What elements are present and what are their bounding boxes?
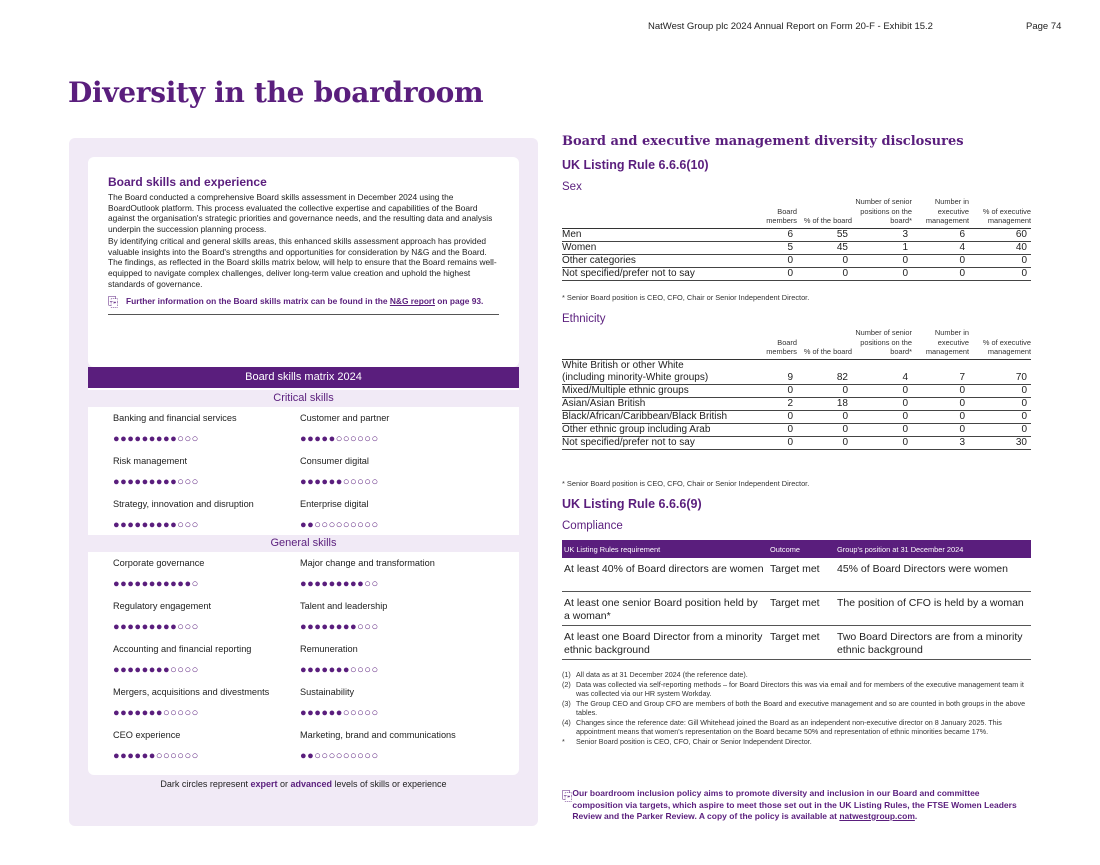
skill-cell — [300, 644, 518, 687]
note-key: * — [562, 736, 565, 746]
note-row — [562, 680, 1032, 699]
skill-cell — [300, 456, 518, 499]
cell-value: 30 — [969, 436, 1031, 449]
note-text-end: on page 93. — [434, 296, 484, 307]
skill-rating-dots: ●●○○○○○○○○○ — [300, 519, 379, 531]
skill-rating-dots: ●●●●●●●●●○○○ — [113, 621, 199, 633]
cell-value — [797, 359, 852, 372]
row-label: Women — [562, 241, 747, 254]
matrix-legend: Dark circles represent expert or advanced levels of skills or experience — [160, 779, 447, 789]
column-header: Board members — [747, 328, 797, 359]
policy-text: Our boardroom inclusion policy aims to promote diversity and inclusion in our Board and committee composition via targets, which aspire to meet those set out in the UK Listing Rules, the FTSE Women Leaders Review and the Parker Review. A copy of the policy is available at — [572, 788, 1017, 821]
cell-value: At least 40% of Board directors are women — [562, 558, 768, 591]
table-row — [562, 241, 1031, 254]
cell-value: 2 — [747, 397, 797, 410]
cell-value: 0 — [969, 423, 1031, 436]
cell-value: 0 — [747, 436, 797, 449]
cell-value: 0 — [852, 254, 912, 267]
cell-value: 0 — [969, 267, 1031, 280]
cell-value: 0 — [797, 254, 852, 267]
row-label: Asian/Asian British — [562, 397, 747, 410]
column-header: % of the board — [797, 197, 852, 228]
cell-value: 4 — [912, 241, 969, 254]
note-text: Senior Board position is CEO, CFO, Chair or Senior Independent Director. — [576, 736, 812, 746]
skills-box — [88, 157, 519, 367]
skill-label: Accounting and financial reporting — [113, 644, 252, 654]
cell-value: 0 — [797, 410, 852, 423]
skill-rating-dots: ●●●●●●●●●○○○ — [113, 476, 199, 488]
skill-cell — [113, 687, 300, 730]
cell-value: 7 — [912, 372, 969, 385]
skill-cell — [113, 558, 300, 601]
critical-skills-title: Critical skills — [88, 390, 519, 407]
table-row — [562, 625, 1031, 659]
cell-value — [912, 359, 969, 372]
skill-label: Customer and partner — [300, 413, 390, 423]
column-header: % of the board — [797, 328, 852, 359]
compliance-table — [562, 540, 1031, 660]
natwestgroup-link[interactable]: natwestgroup.com — [839, 811, 915, 821]
general-skills-grid — [88, 552, 519, 773]
cell-value — [747, 359, 797, 372]
cell-value: 0 — [852, 397, 912, 410]
row-label: Not specified/prefer not to say — [562, 267, 747, 280]
note-row — [562, 670, 1032, 680]
skill-label: Sustainability — [300, 687, 355, 697]
cell-value: 0 — [852, 410, 912, 423]
column-header: UK Listing Rules requirement — [562, 540, 768, 558]
skill-cell — [113, 601, 300, 644]
skill-cell — [113, 413, 300, 456]
note-text: Data was collected via self-reporting methods – for Board Directors this was via email and for members of the executive management team it was collected via our HR system Workday. — [576, 679, 1024, 698]
sex-footnote: * Senior Board position is CEO, CFO, Chair or Senior Independent Director. — [562, 293, 810, 302]
cell-value: 0 — [969, 410, 1031, 423]
cell-value: 1 — [852, 241, 912, 254]
skill-rating-dots: ●●●●●●●●●●●○ — [113, 578, 199, 590]
cell-value — [852, 359, 912, 372]
table-row — [562, 228, 1031, 241]
column-header: Number in executive management — [912, 328, 969, 359]
cell-value: At least one Board Director from a minority ethnic background — [562, 625, 768, 659]
cell-value: 40 — [969, 241, 1031, 254]
skill-rating-dots: ●●●●●●●○○○○○ — [113, 707, 199, 719]
cell-value: 82 — [797, 372, 852, 385]
cell-value: 3 — [912, 436, 969, 449]
note-text: Changes since the reference date: Gill Whitehead joined the Board as an independent non-executive director on 8 January 2025. This appointment means that women's representation on the Board became 50% and representation of ethnic minorities became 17%. — [576, 717, 1002, 736]
table-row — [562, 397, 1031, 410]
skill-cell — [113, 456, 300, 499]
skill-label: Marketing, brand and communications — [300, 730, 456, 740]
skill-cell — [300, 558, 518, 601]
cell-value: 0 — [747, 384, 797, 397]
table-row — [562, 267, 1031, 280]
cell-value: 60 — [969, 228, 1031, 241]
skill-label: Consumer digital — [300, 456, 369, 466]
column-header: Number of senior positions on the board* — [852, 328, 912, 359]
cell-value: 4 — [852, 372, 912, 385]
skill-cell — [300, 730, 518, 773]
cell-value: 0 — [797, 423, 852, 436]
column-header: Outcome — [768, 540, 835, 558]
skill-rating-dots: ●●●●●●●●●○○ — [300, 578, 379, 590]
policy-note: ⎘ Our boardroom inclusion policy aims to promote diversity and inclusion in our Board and committee composition via targets, which aspire to meet those set out in the UK Listing Rules, the FTSE Women Leaders Review and the Parker Review. A copy of the policy is available at natwestgroup.com. — [562, 788, 1017, 821]
note-text: Further information on the Board skills matrix can be found in the — [126, 296, 390, 307]
note-row — [562, 737, 1032, 747]
cell-value: 0 — [912, 267, 969, 280]
note-text: The Group CEO and Group CFO are members of both the Board and executive management and so are counted in both groups in the above tables. — [576, 698, 1026, 717]
cell-value: 0 — [852, 423, 912, 436]
cell-value: 0 — [747, 254, 797, 267]
row-label: Other ethnic group including Arab — [562, 423, 747, 436]
ethnicity-table — [562, 328, 1031, 450]
cell-value: 0 — [912, 254, 969, 267]
page-title: Diversity in the boardroom — [68, 76, 484, 109]
cell-value: 0 — [797, 436, 852, 449]
skill-label: Mergers, acquisitions and divestments — [113, 687, 270, 697]
row-label: Other categories — [562, 254, 747, 267]
ethnicity-footnote: * Senior Board position is CEO, CFO, Chair or Senior Independent Director. — [562, 479, 810, 488]
table-row — [562, 558, 1031, 591]
note-key: (1) — [562, 670, 571, 679]
skill-rating-dots: ●●●●●●●●●○○○ — [113, 433, 199, 445]
cell-value: 0 — [969, 254, 1031, 267]
cell-value: 0 — [852, 267, 912, 280]
cell-value: Target met — [768, 558, 835, 591]
skill-rating-dots: ●●●●●●●●●○○○ — [113, 519, 199, 531]
table-row — [562, 591, 1031, 625]
cell-value: Target met — [768, 625, 835, 659]
notes — [562, 670, 1032, 746]
skill-label: Corporate governance — [113, 558, 205, 568]
cell-value: The position of CFO is held by a woman — [835, 591, 1031, 625]
critical-skills-grid — [88, 407, 519, 542]
skill-label: Remuneration — [300, 644, 358, 654]
cell-value: 9 — [747, 372, 797, 385]
skill-label: Enterprise digital — [300, 499, 369, 509]
listing-rule-9: UK Listing Rule 6.6.6(9) — [562, 497, 702, 511]
cell-value: 55 — [797, 228, 852, 241]
skill-cell — [113, 730, 300, 773]
table-row — [562, 372, 1031, 385]
row-label: Not specified/prefer not to say — [562, 436, 747, 449]
page-number: Page 74 — [1026, 21, 1062, 32]
skill-label: Risk management — [113, 456, 188, 466]
cell-value: 0 — [912, 423, 969, 436]
skill-label: Strategy, innovation and disruption — [113, 499, 254, 509]
skill-label: Banking and financial services — [113, 413, 237, 423]
cell-value: 6 — [912, 228, 969, 241]
skills-para-2: By identifying critical and general skills areas, this enhanced skills assessment approach has provided valuable insights into the Board's strengths and opportunities for consideration by N&G and the Board. The findings, as reflected in the Board skills matrix below, will help to ensure that the Board remains well-equipped to navigate complex challenges, deliver long-term value creation and uphold the highest standards of governance. — [108, 235, 497, 289]
note-key: (4) — [562, 717, 571, 727]
cell-value: 0 — [852, 384, 912, 397]
cell-value: Target met — [768, 591, 835, 625]
ng-report-link[interactable]: N&G report — [389, 296, 435, 307]
cell-value: 45 — [797, 241, 852, 254]
note-row — [562, 718, 1032, 737]
cell-value: 0 — [969, 384, 1031, 397]
general-skills-title: General skills — [88, 535, 519, 552]
row-label: (including minority-White groups) — [562, 372, 747, 385]
cell-value: 3 — [852, 228, 912, 241]
skill-cell — [300, 413, 518, 456]
listing-rule-10: UK Listing Rule 6.6.6(10) — [562, 158, 709, 172]
table-row — [562, 359, 1031, 372]
cell-value: 0 — [797, 267, 852, 280]
table-row — [562, 254, 1031, 267]
cell-value: Two Board Directors are from a minority ethnic background — [835, 625, 1031, 659]
cell-value: 18 — [797, 397, 852, 410]
cell-value: 0 — [747, 410, 797, 423]
cell-value: 0 — [747, 267, 797, 280]
row-label: Mixed/Multiple ethnic groups — [562, 384, 747, 397]
cell-value: 0 — [797, 384, 852, 397]
ethnicity-title: Ethnicity — [562, 313, 606, 325]
skill-cell — [300, 601, 518, 644]
row-label: White British or other White — [562, 359, 684, 371]
row-label: Black/African/Caribbean/Black British — [562, 410, 747, 423]
cell-value: 0 — [747, 423, 797, 436]
note-key: (3) — [562, 698, 571, 708]
cell-value: 70 — [969, 372, 1031, 385]
sex-title: Sex — [562, 181, 582, 193]
skill-rating-dots: ●●●●●●●●○○○ — [300, 621, 379, 633]
skill-rating-dots: ●●●●●●○○○○○○ — [113, 750, 199, 762]
compliance-title: Compliance — [562, 520, 623, 532]
disclosures-heading: Board and executive management diversity disclosures — [562, 134, 964, 149]
matrix-title: Board skills matrix 2024 — [88, 367, 519, 388]
column-header: Number in executive management — [912, 197, 969, 228]
note-row — [562, 699, 1032, 718]
skill-rating-dots: ●●●●●●○○○○○ — [300, 476, 379, 488]
document-header: NatWest Group plc 2024 Annual Report on Form 20-F - Exhibit 15.2 — [648, 21, 933, 32]
table-row — [562, 384, 1031, 397]
skill-rating-dots: ●●●●●●●●○○○○ — [113, 664, 199, 676]
column-header: % of executive management — [969, 328, 1031, 359]
skill-rating-dots: ●●●●●○○○○○○ — [300, 433, 379, 445]
skill-rating-dots: ●●●●●●●○○○○ — [300, 664, 379, 676]
column-header: Board members — [747, 197, 797, 228]
column-header: % of executive management — [969, 197, 1031, 228]
table-row — [562, 410, 1031, 423]
skill-rating-dots: ●●○○○○○○○○○ — [300, 750, 379, 762]
skills-heading: Board skills and experience — [108, 175, 267, 189]
cell-value: 0 — [852, 436, 912, 449]
skill-label: CEO experience — [113, 730, 181, 740]
note-text: All data as at 31 December 2024 (the reference date). — [576, 670, 748, 679]
skill-label: Talent and leadership — [300, 601, 388, 611]
skill-label: Regulatory engagement — [113, 601, 212, 611]
cell-value: 45% of Board Directors were women — [835, 558, 1031, 591]
skill-cell — [300, 687, 518, 730]
cell-value: 6 — [747, 228, 797, 241]
cell-value: 0 — [912, 410, 969, 423]
row-label: Men — [562, 228, 747, 241]
cell-value — [969, 359, 1031, 372]
skills-matrix — [88, 367, 519, 775]
table-row — [562, 423, 1031, 436]
column-header: Number of senior positions on the board* — [852, 197, 912, 228]
column-header: Group's position at 31 December 2024 — [835, 540, 1031, 558]
cell-value: 0 — [912, 384, 969, 397]
cell-value: 0 — [969, 397, 1031, 410]
document-icon: ⎘ — [108, 294, 119, 310]
skill-label: Major change and transformation — [300, 558, 435, 568]
table-row — [562, 436, 1031, 449]
sex-table — [562, 197, 1031, 281]
skill-cell — [113, 644, 300, 687]
cell-value: At least one senior Board position held by a woman* — [562, 591, 768, 625]
document-icon: ⎘ — [562, 788, 573, 803]
skills-note — [108, 296, 499, 315]
skill-rating-dots: ●●●●●●○○○○○ — [300, 707, 379, 719]
cell-value: 5 — [747, 241, 797, 254]
cell-value: 0 — [912, 397, 969, 410]
skills-para-1: The Board conducted a comprehensive Board skills assessment in December 2024 using the BoardOutlook platform. This process evaluated the collective expertise and capabilities of the Board against the organisation's strategic priorities and governance needs, and the resulting data and analysis underpin the succession planning process. — [108, 192, 493, 235]
note-key: (2) — [562, 679, 571, 689]
